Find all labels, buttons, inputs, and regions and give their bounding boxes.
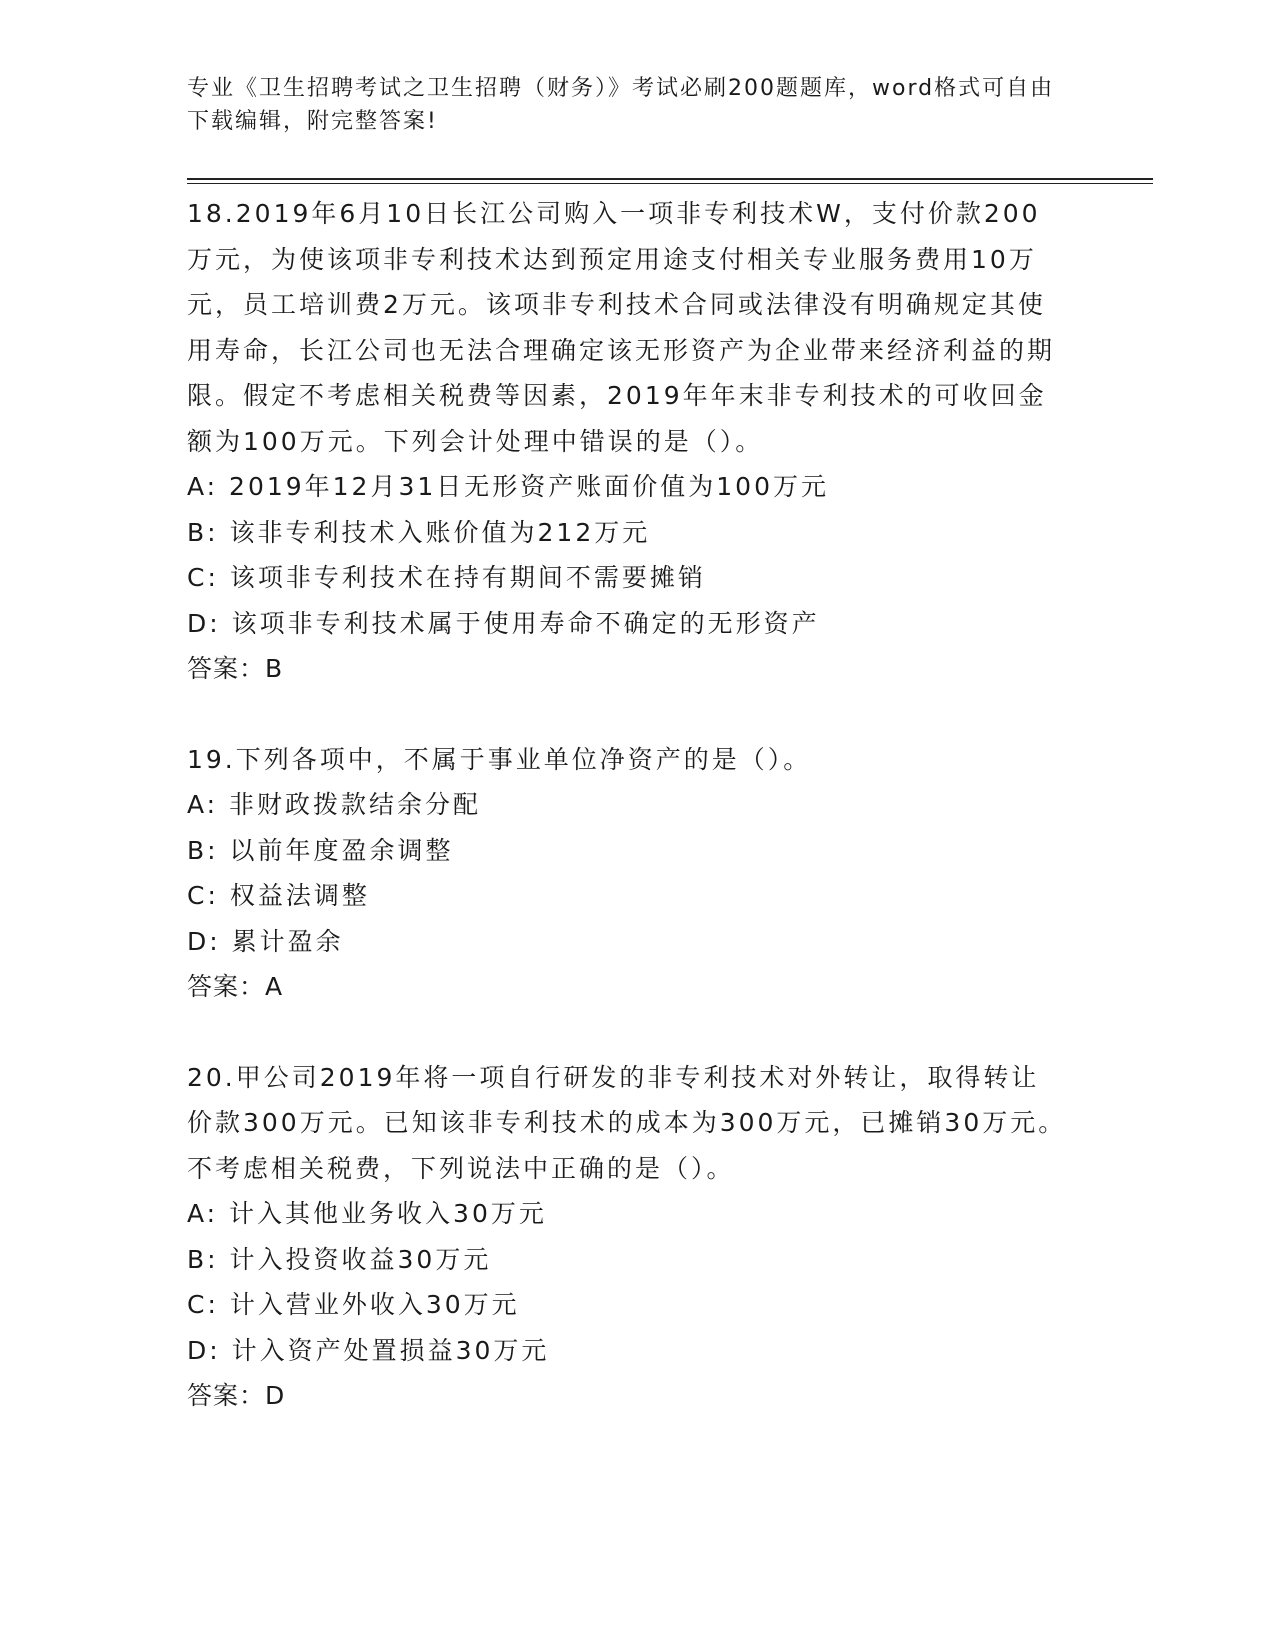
option-c: C: 计入营业外收入30万元 (187, 1290, 520, 1319)
question-19 (187, 737, 1067, 1010)
question-text: 18.2019年6月10日长江公司购入一项非专利技术W，支付价款200万元，为使该项非专利技术达到预定用途支付相关专业服务费用10万元，员工培训费2万元。该项非专利技术合同或法律没有明确规定其使用寿命，长江公司也无法合理确定该无形资产为企业带来经济利益的期限。假定不考虑相关税费等因素，2019年年末非专利技术的可收回金额为100万元。下列会计处理中错误的是（）。 (187, 199, 1056, 456)
option-a: A: 非财政拨款结余分配 (187, 790, 482, 819)
option-b: B: 以前年度盈余调整 (187, 835, 454, 865)
option-a: A: 计入其他业务收入30万元 (187, 1199, 547, 1228)
option-b: B: 该非专利技术入账价值为212万元 (187, 517, 651, 547)
questions-container (187, 191, 1067, 1419)
answer-line: 答案：B (187, 654, 284, 683)
question-18 (187, 191, 1067, 692)
option-c: C: 权益法调整 (187, 881, 370, 910)
option-b: B: 计入投资收益30万元 (187, 1244, 492, 1274)
question-spacer (187, 1010, 1067, 1055)
option-a: A: 2019年12月31日无形资产账面价值为100万元 (187, 472, 829, 501)
question-text: 20.甲公司2019年将一项自行研发的非专利技术对外转让，取得转让价款300万元。已知该非专利技术的成本为300万元，已摊销30万元。不考虑相关税费，下列说法中正确的是（）。 (187, 1062, 1067, 1183)
option-d: D: 该项非专利技术属于使用寿命不确定的无形资产 (187, 608, 820, 638)
header-divider-thin (187, 183, 1153, 184)
question-text: 19.下列各项中，不属于事业单位净资产的是（）。 (187, 744, 812, 774)
question-spacer (187, 692, 1067, 737)
option-d: D: 计入资产处置损益30万元 (187, 1335, 550, 1365)
question-20 (187, 1055, 1067, 1419)
header-divider-thick (187, 178, 1153, 180)
document-header: 专业《卫生招聘考试之卫生招聘（财务）》考试必刷200题题库，word格式可自由下载编辑，附完整答案! (187, 76, 1055, 134)
answer-line: 答案：D (187, 1381, 286, 1410)
answer-line: 答案：A (187, 972, 284, 1001)
option-d: D: 累计盈余 (187, 926, 344, 956)
option-c: C: 该项非专利技术在持有期间不需要摊销 (187, 563, 706, 592)
